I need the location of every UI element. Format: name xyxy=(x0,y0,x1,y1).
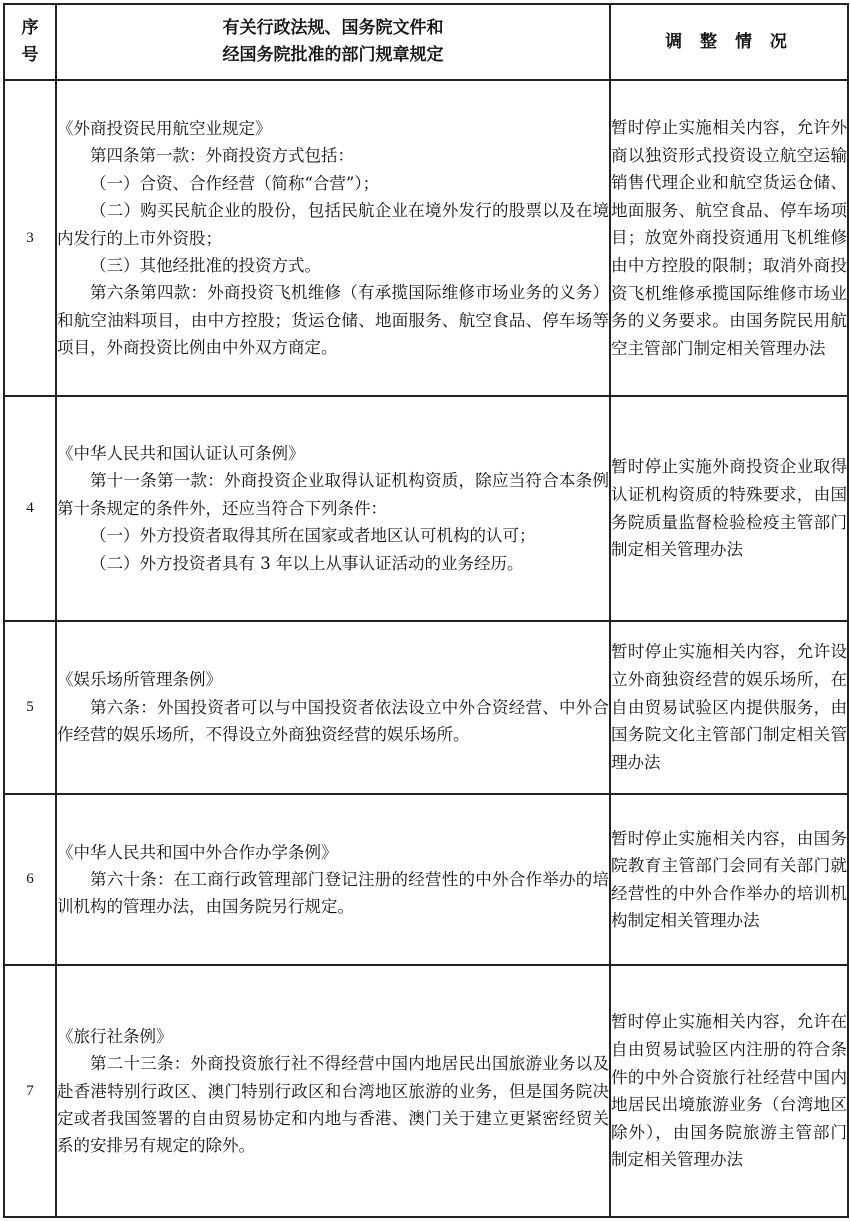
adjustment-cell xyxy=(610,80,848,396)
law-paragraph: 第六十条：在工商行政管理部门登记注册的经营性的中外合作举办的培训机构的管理办法，由国务院另行规定。 xyxy=(57,870,609,917)
table-row xyxy=(4,794,848,965)
row-index: 7 xyxy=(4,965,56,1217)
header-law-line-2: 经国务院批准的部门规章规定 xyxy=(222,45,444,65)
law-paragraph: （二）购买民航企业的股份，包括民航企业在境外发行的股票以及在境内发行的上市外资股； xyxy=(57,201,609,248)
law-title: 《中华人民共和国认证认可条例》 xyxy=(57,444,305,463)
header-index-line-1: 序 xyxy=(21,18,39,38)
regulation-table xyxy=(3,3,849,1218)
adjustment-cell xyxy=(610,396,848,620)
law-cell xyxy=(56,396,610,620)
law-title: 《旅行社条例》 xyxy=(57,1026,173,1046)
law-paragraph: （一）合资、合作经营（简称“合营”）； xyxy=(90,173,380,193)
adjustment-text: 暂时停止实施相关内容，允许设立外商独资经营的娱乐场所，在自由贸易试验区内提供服务，由国务院文化主管部门制定相关管理办法 xyxy=(611,642,847,772)
law-paragraph: 第二十三条：外商投资旅行社不得经营中国内地居民出国旅游业务以及赴香港特别行政区、澳门特别行政区和台湾地区旅游的业务，但是国务院决定或者我国签署的自由贸易协定和内地与香港、澳门关于建立更紧密经贸关系的安排另有规定的除外。 xyxy=(57,1054,609,1156)
table-row xyxy=(4,396,848,620)
header-law xyxy=(56,4,610,80)
law-cell xyxy=(56,794,610,965)
header-index xyxy=(4,4,56,80)
header-law-line-1: 有关行政法规、国务院文件和 xyxy=(222,18,444,38)
law-title: 《娱乐场所管理条例》 xyxy=(57,670,222,690)
table-header-row xyxy=(4,4,848,80)
adjustment-text: 暂时停止实施外商投资企业取得认证机构资质的特殊要求，由国务院质量监督检验检疫主管部门制定相关管理办法 xyxy=(611,457,847,560)
adjustment-text: 暂时停止实施相关内容，允许外商以独资形式投资设立航空运输销售代理企业和航空货运仓储、地面服务、航空食品、停车场项目；放宽外商投资通用飞机维修由中方控股的限制；取消外商投资飞机维修承揽国际维修市场业务的义务要求。由国务院民用航空主管部门制定相关管理办法 xyxy=(611,118,847,358)
law-title: 《外商投资民用航空业规定》 xyxy=(57,118,272,138)
table-row xyxy=(4,621,848,794)
header-adjustment: 调 整 情 况 xyxy=(610,4,848,80)
header-index-line-2: 号 xyxy=(21,45,39,65)
row-index: 6 xyxy=(4,794,56,965)
adjustment-text: 暂时停止实施相关内容，由国务院教育主管部门会同有关部门就经营性的中外合作举办的培训机构制定相关管理办法 xyxy=(611,828,847,931)
table-row xyxy=(4,965,848,1217)
adjustment-cell xyxy=(610,794,848,965)
row-index: 4 xyxy=(4,396,56,620)
law-paragraph: 第四条第一款：外商投资方式包括： xyxy=(90,146,354,166)
table-row xyxy=(4,80,848,396)
row-index: 5 xyxy=(4,621,56,794)
adjustment-text: 暂时停止实施相关内容，允许在自由贸易试验区内注册的符合条件的中外合资旅行社经营中国内地居民出境旅游业务（台湾地区除外），由国务院旅游主管部门制定相关管理办法 xyxy=(611,1012,847,1170)
law-title: 《中华人民共和国中外合作办学条例》 xyxy=(57,842,338,862)
law-cell xyxy=(56,965,610,1217)
law-paragraph: 第六条：外国投资者可以与中国投资者依法设立中外合资经营、中外合作经营的娱乐场所，不得设立外商独资经营的娱乐场所。 xyxy=(57,697,609,745)
law-cell xyxy=(56,80,610,396)
law-paragraph: （一）外方投资者取得其所在国家或者地区认可机构的认可； xyxy=(90,526,536,546)
law-paragraph: （三）其他经批准的投资方式。 xyxy=(90,255,321,275)
law-paragraph: 第六条第四款：外商投资飞机维修（有承揽国际维修市场业务的义务）和航空油料项目，由中方控股；货运仓储、地面服务、航空食品、停车场等项目，外商投资比例由中外双方商定。 xyxy=(57,283,609,358)
law-paragraph: 第十一条第一款：外商投资企业取得认证机构资质，除应当符合本条例第十条规定的条件外，还应当符合下列条件： xyxy=(57,471,609,518)
row-index: 3 xyxy=(4,80,56,396)
law-paragraph: （二）外方投资者具有 3 年以上从事认证活动的业务经历。 xyxy=(90,553,524,573)
adjustment-cell xyxy=(610,965,848,1217)
adjustment-cell xyxy=(610,621,848,794)
law-cell xyxy=(56,621,610,794)
